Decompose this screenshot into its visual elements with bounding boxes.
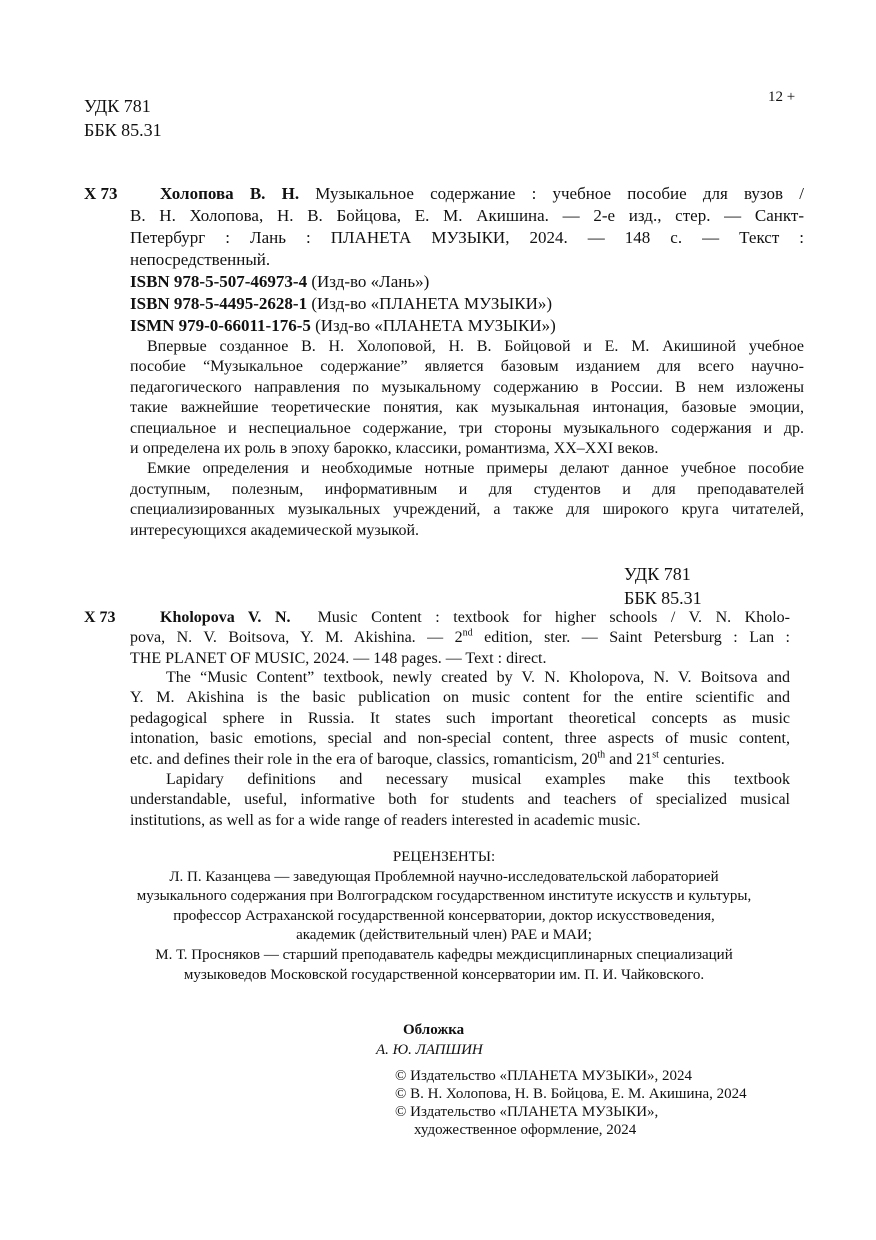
ru-abstract-line: пособие “Музыкальное содержание” является базовым изданием для всего научно- [130, 358, 804, 376]
en-abstract-line: understandable, useful, informative both for students and teachers of specialized musical [130, 791, 790, 809]
reviewer-line: академик (действительный член) РАЕ и МАИ; [296, 927, 592, 944]
cover-label: Обложка [403, 1022, 465, 1038]
reviewer-line: Л. П. Казанцева — заведующая Проблемной научно-исследовательской лабораторией [169, 868, 719, 885]
ru-abstract-line: специализированных музыкальных учреждений, а также для широкого круга читателей, [130, 501, 804, 519]
ru-abstract-line: педагогического направления по музыкальному содержанию в России. В нем изложены [130, 378, 804, 396]
en-abstract-line: pedagogical sphere in Russia. It states such important theoretical concepts as music [130, 709, 790, 727]
en-line-2-b: edition, ster. — Saint Petersburg : Lan : [472, 629, 790, 647]
ru-title-line [160, 183, 804, 205]
reviewer-line: музыкального содержания при Волгоградском государственном институте искусств и культуры, [136, 888, 752, 905]
ru-abstract-line: Впервые созданное В. Н. Холоповой, Н. В. Бойцовой и Е. М. Акишиной учебное [147, 338, 804, 355]
en-bbk-code: ББК 85.31 [624, 588, 702, 608]
ru-author: Холопова В. Н. [160, 184, 300, 203]
en-line-2-sup: nd [462, 628, 473, 640]
ru-line-4: непосредственный. [130, 250, 271, 269]
copyright-block [395, 1067, 747, 1139]
ru-isbn-2 [130, 293, 804, 315]
en-line-3: THE PLANET OF MUSIC, 2024. — 148 pages. — Text : direct. [130, 649, 547, 667]
ru-line-3: Петербург : Лань : ПЛАНЕТА МУЗЫКИ, 2024. — 148 с. — Текст : [130, 228, 804, 247]
isbn-1-number: ISBN 978-5-507-46973-4 [130, 272, 308, 291]
classification-block [84, 94, 162, 142]
ru-isbn-1 [130, 271, 804, 293]
cover-artist: А. Ю. ЛАПШИН [376, 1042, 483, 1058]
en-abs-c: centuries. [658, 750, 725, 768]
en-title: Music Content : textbook for higher schools / V. N. Kholo- [317, 609, 790, 626]
ru-abstract-line: Емкие определения и необходимые нотные примеры делают данное учебное пособие [147, 460, 804, 478]
en-line-2-a: pova, N. V. Boitsova, Y. M. Akishina. — 2 [130, 629, 463, 647]
en-entry [130, 608, 790, 669]
en-abstract-line: Lapidary definitions and necessary musical examples make this textbook [166, 771, 790, 789]
bbk-code: ББК 85.31 [84, 120, 162, 140]
en-abstract-line: The “Music Content” textbook, newly created by V. N. Kholopova, N. V. Boitsova and [166, 669, 790, 686]
en-abs-a: etc. and defines their role in the era of baroque, classics, romanticism, 20 [130, 750, 598, 768]
copyright-line: художественное оформление, 2024 [414, 1122, 637, 1138]
copyright-line: © Издательство «ПЛАНЕТА МУЗЫКИ», [395, 1104, 659, 1120]
ismn-publisher: (Изд-во «ПЛАНЕТА МУЗЫКИ») [310, 316, 556, 335]
ru-ismn [130, 315, 804, 337]
reviewer-line: профессор Астраханской государственной консерватории, доктор искусствоведения, [173, 907, 715, 924]
reviewers-heading: РЕЦЕНЗЕНТЫ: [392, 849, 496, 865]
ru-code: Х 73 [84, 184, 118, 203]
en-abstract-line: Y. M. Akishina is the basic publication on music content for the entire scientific and [130, 689, 790, 707]
age-rating: 12 + [768, 89, 796, 105]
ru-abstract-line: интересующихся академической музыкой. [130, 521, 419, 539]
en-title-line [160, 608, 790, 628]
copyright-line: © Издательство «ПЛАНЕТА МУЗЫКИ», 2024 [395, 1068, 693, 1084]
isbn-2-number: ISBN 978-5-4495-2628-1 [130, 294, 308, 313]
reviewer-line: М. Т. Просняков — старший преподаватель кафедры междисциплинарных специализаций [155, 946, 733, 963]
isbn-1-publisher: (Изд-во «Лань») [307, 272, 430, 291]
en-abstract [130, 668, 790, 831]
en-abstract-last-line [130, 750, 790, 770]
en-classification-block [624, 562, 702, 610]
ru-abstract-line: такие важнейшие теоретические понятия, как музыкальная интонация, базовые эмоции, [130, 399, 804, 417]
en-abstract-line: institutions, as well as for a wide range of readers interested in academic music. [130, 811, 641, 829]
ru-title: Музыкальное содержание : учебное пособие для вузов / [315, 184, 804, 203]
reviewer-line: музыковедов Московской государственной консерватории им. П. И. Чайковского. [183, 966, 705, 983]
en-udk-code: УДК 781 [624, 564, 691, 584]
ru-abstract-line: специальное и неспециальное содержание, три стороны музыкального содержания и др. [130, 419, 804, 437]
ru-abstract-line: и определена их роль в эпоху барокко, классики, романтизма, XX–XXI веков. [130, 440, 659, 458]
isbn-2-publisher: (Изд-во «ПЛАНЕТА МУЗЫКИ») [307, 294, 553, 313]
en-abs-b: and 21 [605, 750, 653, 768]
en-line-2 [130, 628, 790, 648]
en-author: Kholopova V. N. [160, 609, 291, 626]
en-abstract-line: intonation, basic emotions, special and non-special content, three aspects of music content, [130, 730, 790, 748]
ismn-number: ISMN 979-0-66011-176-5 [130, 316, 311, 335]
ru-abstract-line: доступным, полезным, информативным и для студентов и для преподавателей [130, 480, 804, 498]
ru-abstract [130, 337, 804, 541]
udk-code: УДК 781 [84, 96, 151, 116]
copyright-line: © В. Н. Холопова, Н. В. Бойцова, Е. М. Акишина, 2024 [395, 1086, 747, 1102]
en-code: Х 73 [84, 609, 116, 626]
ru-line-2: В. Н. Холопова, Н. В. Бойцова, Е. М. Акишина. — 2-е изд., стер. — Санкт- [130, 206, 804, 225]
reviewers-block [84, 848, 804, 985]
en-abs-sup-1: th [597, 749, 606, 761]
ru-entry [130, 183, 804, 337]
en-abs-sup-2: st [652, 749, 659, 761]
